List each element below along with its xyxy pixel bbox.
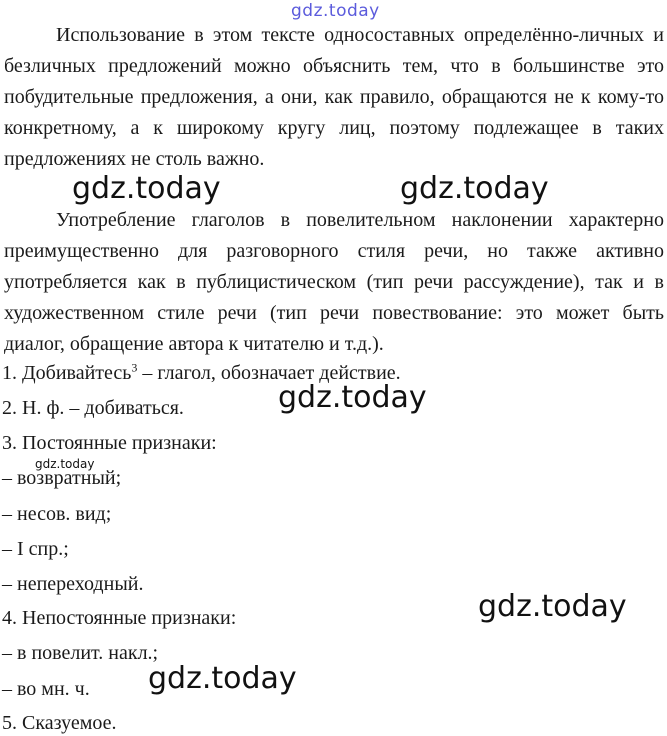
watermark: gdz.today — [72, 171, 221, 206]
analysis-item-7: – непереходный. — [2, 573, 144, 595]
watermark-top: gdz.today — [291, 1, 380, 21]
analysis-item-3: 3. Постоянные признаки: — [2, 432, 217, 454]
analysis-item-11: 5. Сказуемое. — [2, 712, 117, 734]
analysis-item-4: – возвратный; — [2, 467, 122, 489]
analysis-word: 1. Добивайтесь — [2, 362, 132, 384]
analysis-item-8: 4. Непостоянные признаки: — [2, 607, 237, 629]
analysis-text: – глагол, обозначает действие. — [137, 362, 401, 384]
analysis-item-10: – во мн. ч. — [2, 678, 90, 700]
paragraph-2: Употребление глаголов в повелительном наклонении характерно преимущественно для разговорного стиля речи, но также активно употребляется как в публицистическом (тип речи рассуждение), так и в художественном стиле речи (тип речи повествование: это может быть диалог, обращение автора к читателю и т.д.). — [4, 209, 664, 355]
analysis-item-6: – I спр.; — [2, 538, 69, 560]
watermark: gdz.today — [278, 380, 427, 415]
analysis-item-2: 2. Н. ф. – добиваться. — [2, 397, 184, 419]
analysis-item-5: – несов. вид; — [2, 503, 112, 525]
analysis-item-9: – в повелит. накл.; — [2, 642, 159, 664]
paragraph-1: Использование в этом тексте односоставных определённо-личных и безличных предложений можно объяснить тем, что в большинстве это побудительные предложения, а они, как правило, обращаются не к кому-то конкретному, а к широкому кругу лиц, поэтому подлежащее в таких предложениях не столь важно. — [4, 24, 664, 170]
watermark: gdz.today — [35, 457, 95, 471]
watermark: gdz.today — [478, 589, 627, 624]
footnote-mark: 3 — [131, 360, 138, 375]
watermark: gdz.today — [400, 171, 549, 206]
watermark: gdz.today — [148, 661, 297, 696]
